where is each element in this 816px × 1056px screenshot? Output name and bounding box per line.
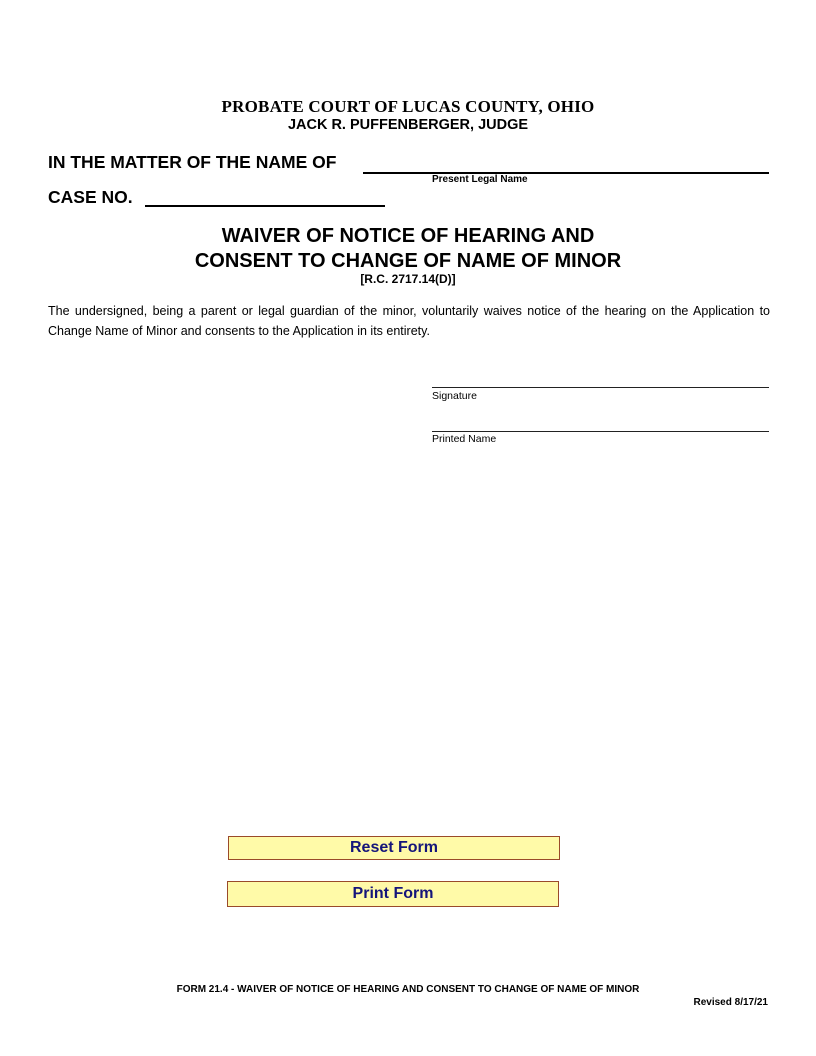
statute-reference: [R.C. 2717.14(D)] xyxy=(360,272,456,286)
case-number-label: CASE NO. xyxy=(48,187,133,207)
signature-field[interactable] xyxy=(432,387,769,388)
court-name: PROBATE COURT OF LUCAS COUNTY, OHIO xyxy=(221,97,595,116)
print-form-button[interactable]: Print Form xyxy=(227,881,559,907)
revision-date: Revised 8/17/21 xyxy=(693,997,768,1008)
title-line-1: WAIVER OF NOTICE OF HEARING AND xyxy=(221,225,595,247)
title-line-2: CONSENT TO CHANGE OF NAME OF MINOR xyxy=(194,250,622,272)
printed-name-field[interactable] xyxy=(432,431,769,432)
matter-label: IN THE MATTER OF THE NAME OF xyxy=(48,152,337,172)
case-number-field[interactable] xyxy=(145,205,385,207)
footer-form-title: FORM 21.4 - WAIVER OF NOTICE OF HEARING AND CONSENT TO CHANGE OF NAME OF MINOR xyxy=(176,984,640,995)
present-legal-name-label: Present Legal Name xyxy=(432,174,528,185)
printed-name-label: Printed Name xyxy=(432,433,497,445)
document-title xyxy=(0,224,816,274)
reset-form-button[interactable]: Reset Form xyxy=(228,836,560,860)
waiver-paragraph: The undersigned, being a parent or legal guardian of the minor, voluntarily waives notice of the hearing on the Application to Change Name of Minor and consents to the Application in its entirety. xyxy=(48,304,770,338)
signature-label: Signature xyxy=(432,390,477,402)
present-legal-name-field[interactable] xyxy=(363,172,769,174)
judge-name: JACK R. PUFFENBERGER, JUDGE xyxy=(287,117,529,133)
